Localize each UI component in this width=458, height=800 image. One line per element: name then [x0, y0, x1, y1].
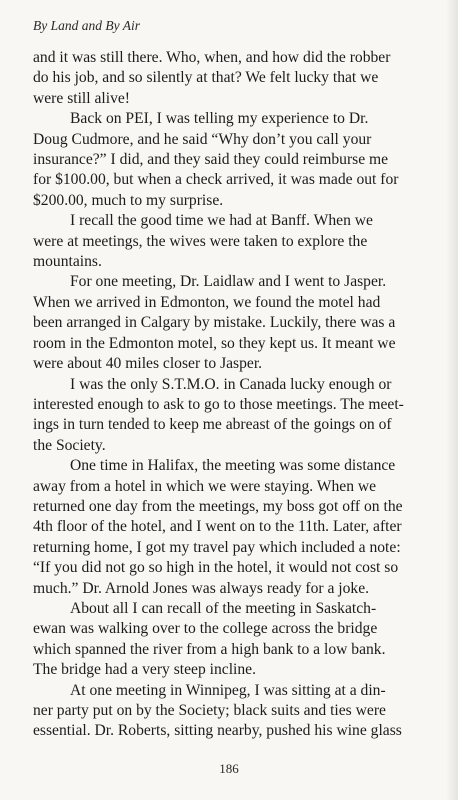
text-line: and it was still there. Who, when, and how did the robber	[33, 49, 391, 66]
text-line: Back on PEI, I was telling my experience to Dr.	[70, 110, 369, 128]
text-line: I recall the good time we had at Banff. When we	[70, 212, 373, 230]
text-line: returned one day from the meetings, my boss got off on the	[33, 497, 403, 515]
running-head: By Land and By Air	[33, 18, 140, 33]
text-line: the Society.	[33, 436, 106, 454]
page-gutter-shadow	[446, 0, 458, 800]
text-line: which spanned the river from a high bank to a low bank.	[33, 640, 386, 658]
text-line: When we arrived in Edmonton, we found the motel had	[33, 293, 381, 311]
text-line: returning home, I got my travel pay which included a note:	[33, 538, 401, 556]
text-line: essential. Dr. Roberts, sitting nearby, pushed his wine glass	[33, 722, 402, 740]
text-line: The bridge had a very steep incline.	[33, 661, 256, 679]
text-line: One time in Halifax, the meeting was some distance	[70, 457, 396, 475]
text-line: At one meeting in Winnipeg, I was sitting at a din-	[70, 681, 386, 699]
text-line: away from a hotel in which we were staying. When we	[33, 477, 377, 495]
body-text	[33, 48, 437, 742]
text-line: do his job, and so silently at that? We felt lucky that we	[33, 69, 379, 87]
text-line: for $100.00, but when a check arrived, it was made out for	[33, 171, 399, 189]
text-line: About all I can recall of the meeting in Saskatch-	[70, 599, 377, 617]
text-line: “If you did not go so high in the hotel, it would not cost so	[33, 559, 399, 577]
page-number: 186	[219, 761, 239, 776]
text-line: 4th floor of the hotel, and I went on to the 11th. Later, after	[33, 518, 402, 536]
text-line: ner party put on by the Society; black suits and ties were	[33, 702, 386, 719]
text-line: were about 40 miles closer to Jasper.	[33, 355, 263, 373]
text-line: I was the only S.T.M.O. in Canada lucky enough or	[70, 375, 392, 393]
text-line: much.” Dr. Arnold Jones was always ready for a joke.	[33, 579, 370, 597]
text-line: mountains.	[33, 253, 102, 271]
text-line: room in the Edmonton motel, so they kept us. It meant we	[33, 334, 396, 352]
text-line: ewan was walking over to the college across the bridge	[33, 620, 378, 638]
text-line: were still alive!	[33, 89, 130, 107]
text-line: Doug Cudmore, and he said “Why don’t you call your	[33, 130, 372, 148]
text-line: ings in turn tended to keep me abreast of the goings on of	[33, 416, 392, 434]
text-line: been arranged in Calgary by mistake. Luckily, there was a	[33, 314, 396, 332]
text-line: $200.00, much to my surprise.	[33, 191, 224, 209]
text-line: interested enough to ask to go to those meetings. The meet-	[33, 395, 404, 413]
text-line: insurance?” I did, and they said they could reimburse me	[33, 151, 389, 169]
text-line: were at meetings, the wives were taken to explore the	[33, 232, 368, 250]
text-line: For one meeting, Dr. Laidlaw and I went to Jasper.	[70, 273, 387, 291]
